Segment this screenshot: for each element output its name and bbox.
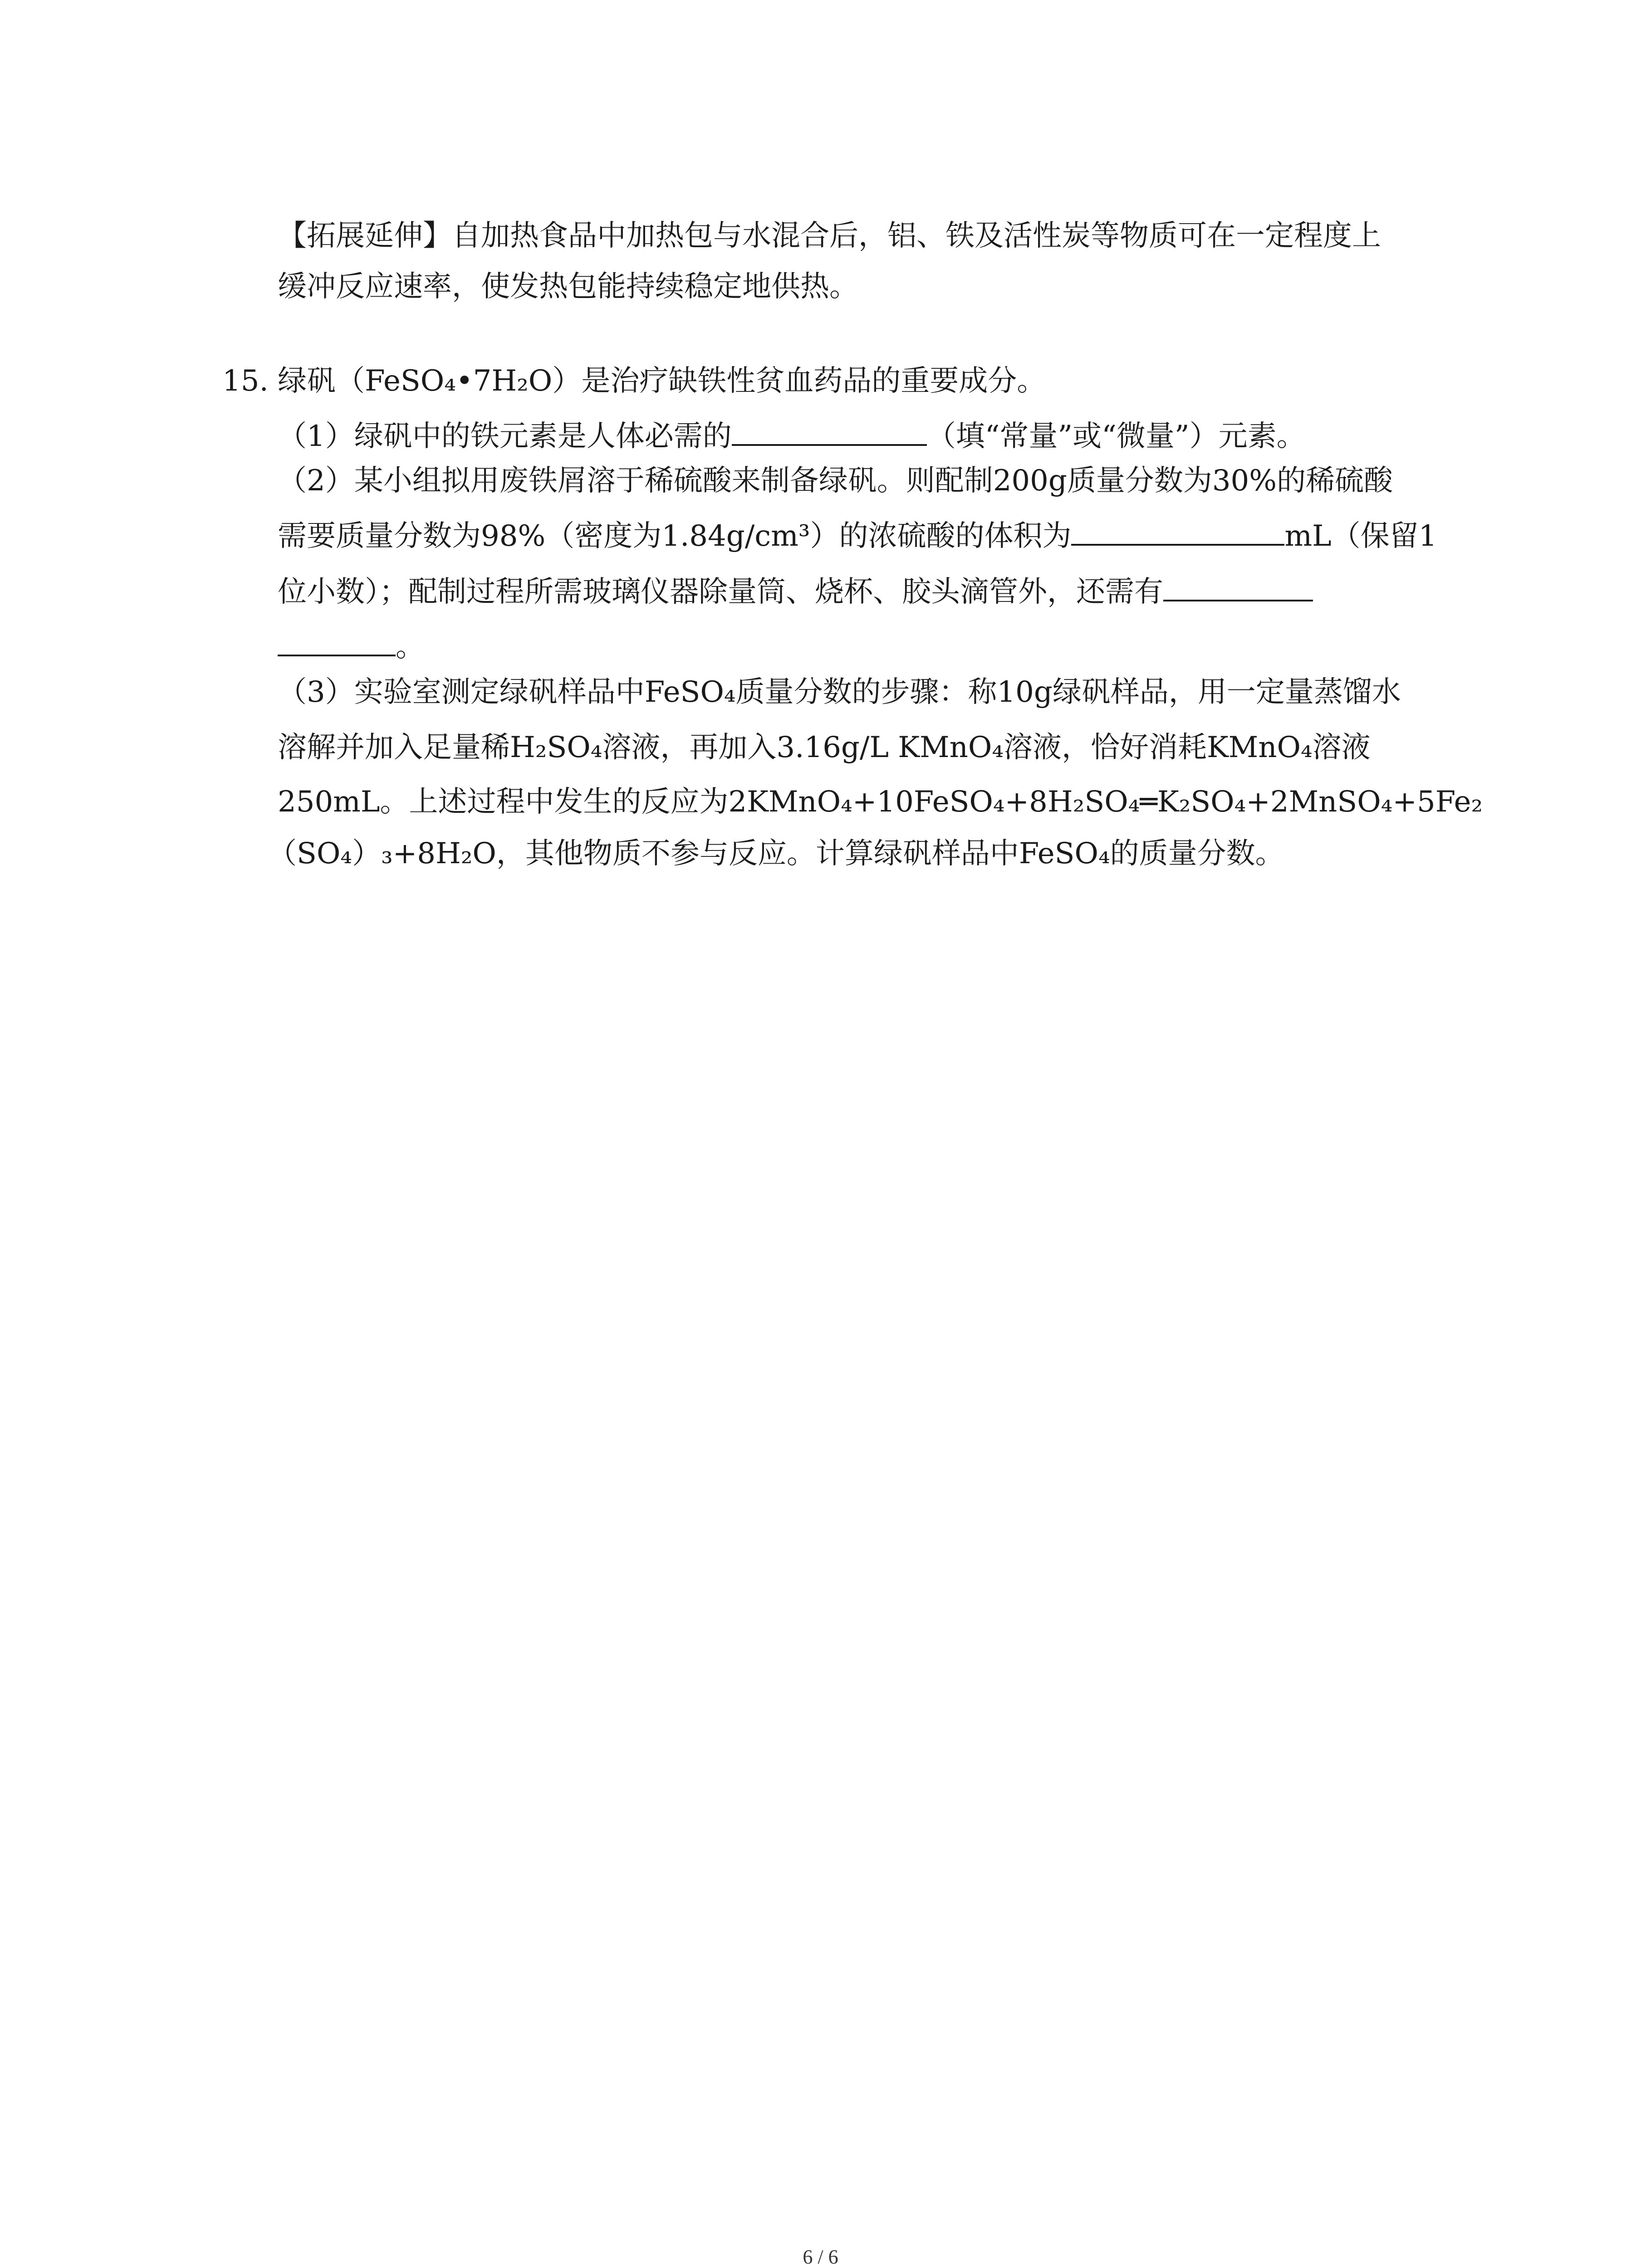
- answer-blank-3b[interactable]: [278, 628, 396, 656]
- question-number: 15.: [222, 364, 269, 398]
- part3-line-1: （3）实验室测定绿矾样品中FeSO₄质量分数的步骤：称10g绿矾样品，用一定量蒸馏水: [278, 675, 1401, 709]
- part2-line4-end: 。: [396, 630, 425, 664]
- part3-line-2: 溶解并加入足量稀H₂SO₄溶液，再加入3.16g/L KMnO₄溶液，恰好消耗KMnO₄溶液: [278, 731, 1371, 764]
- part2-line2-post: mL（保留1: [1284, 519, 1437, 553]
- answer-blank-1[interactable]: [732, 418, 927, 446]
- part2-line2-pre: 需要质量分数为98%（密度为1.84g/cm³）的浓硫酸的体积为: [278, 519, 1072, 553]
- part1-post: （填“常量”或“微量”）元素。: [926, 420, 1306, 453]
- part1-line: [278, 414, 1306, 459]
- question-stem-text: 绿矾（FeSO₄•7H₂O）是治疗缺铁性贫血药品的重要成分。: [278, 364, 1046, 398]
- part2-line-2: [278, 513, 1437, 559]
- part2-line-1: （2）某小组拟用废铁屑溶于稀硫酸来制备绿矾。则配制200g质量分数为30%的稀硫酸: [278, 464, 1393, 498]
- part1-pre: （1）绿矾中的铁元素是人体必需的: [278, 420, 732, 453]
- part2-line-3: [278, 569, 1313, 615]
- answer-blank-3a[interactable]: [1163, 573, 1313, 601]
- page-number: 6 / 6: [803, 2246, 838, 2268]
- extension-line-1: 【拓展延伸】自加热食品中加热包与水混合后，铝、铁及活性炭等物质可在一定程度上: [278, 219, 1381, 253]
- part2-line-4: [278, 624, 425, 670]
- answer-blank-2[interactable]: [1071, 518, 1284, 546]
- part3-line-4: （SO₄）₃+8H₂O，其他物质不参与反应。计算绿矾样品中FeSO₄的质量分数。: [268, 837, 1284, 870]
- part2-line3-text: 位小数）；配制过程所需玻璃仪器除量筒、烧杯、胶头滴管外，还需有: [278, 575, 1163, 609]
- extension-line-2: 缓冲反应速率，使发热包能持续稳定地供热。: [278, 270, 858, 303]
- question-stem: [222, 358, 1046, 404]
- part3-line-3: 250mL。上述过程中发生的反应为2KMnO₄+10FeSO₄+8H₂SO₄═K₂SO₄+2MnSO₄+5Fe₂: [278, 785, 1483, 819]
